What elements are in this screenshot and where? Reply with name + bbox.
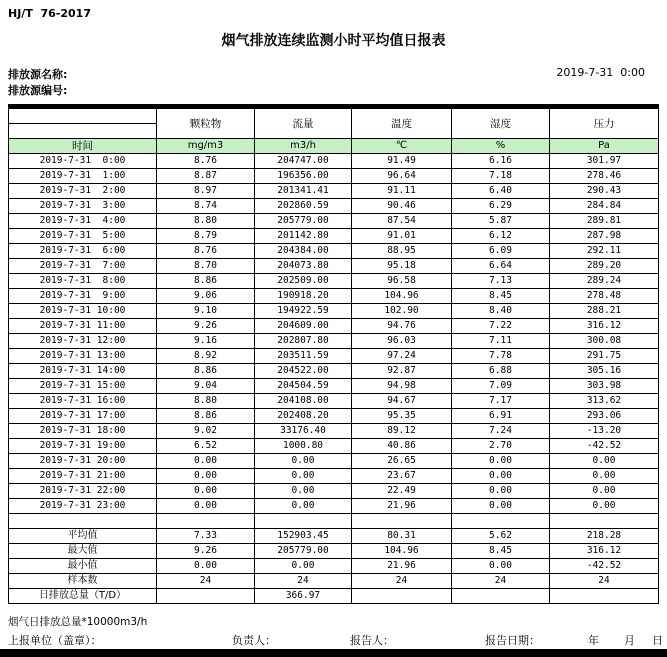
value-cell: 8.86 bbox=[157, 274, 255, 289]
value-cell: 6.52 bbox=[157, 439, 255, 454]
time-cell: 2019-7-31 11:00 bbox=[9, 319, 157, 334]
time-cell: 2019-7-31 22:00 bbox=[9, 484, 157, 499]
summary-value-cell: 24 bbox=[255, 574, 352, 589]
value-cell: 204108.00 bbox=[255, 394, 352, 409]
value-cell: 8.80 bbox=[157, 214, 255, 229]
value-cell: 0.00 bbox=[255, 484, 352, 499]
summary-value-cell: 218.28 bbox=[550, 529, 659, 544]
summary-row bbox=[9, 559, 659, 574]
time-header: 时间 bbox=[9, 139, 157, 154]
summary-value-cell: 24 bbox=[352, 574, 452, 589]
table-row bbox=[9, 349, 659, 364]
value-cell: 290.43 bbox=[550, 184, 659, 199]
value-cell: 97.24 bbox=[352, 349, 452, 364]
value-cell: 7.18 bbox=[452, 169, 550, 184]
value-cell: 8.92 bbox=[157, 349, 255, 364]
time-cell: 2019-7-31 18:00 bbox=[9, 424, 157, 439]
value-cell: 23.67 bbox=[352, 469, 452, 484]
value-cell: 204522.00 bbox=[255, 364, 352, 379]
unit-pressure: Pa bbox=[550, 139, 659, 154]
value-cell: 95.18 bbox=[352, 259, 452, 274]
value-cell: 316.12 bbox=[550, 319, 659, 334]
value-cell: 291.75 bbox=[550, 349, 659, 364]
table-row bbox=[9, 334, 659, 349]
summary-value-cell: 0.00 bbox=[157, 559, 255, 574]
time-cell: 2019-7-31 21:00 bbox=[9, 469, 157, 484]
summary-row bbox=[9, 544, 659, 559]
summary-value-cell: 8.45 bbox=[452, 544, 550, 559]
table-row bbox=[9, 244, 659, 259]
time-cell: 2019-7-31 17:00 bbox=[9, 409, 157, 424]
time-cell: 2019-7-31 16:00 bbox=[9, 394, 157, 409]
value-cell: 289.24 bbox=[550, 274, 659, 289]
summary-value-cell: 24 bbox=[452, 574, 550, 589]
responsible-person-label: 负责人： bbox=[232, 634, 276, 647]
value-cell: 0.00 bbox=[550, 454, 659, 469]
summary-value-cell: 7.33 bbox=[157, 529, 255, 544]
value-cell: 33176.40 bbox=[255, 424, 352, 439]
empty-cell bbox=[352, 514, 452, 529]
column-header-temperature: 温度 bbox=[352, 107, 452, 139]
value-cell: 0.00 bbox=[255, 499, 352, 514]
table-row bbox=[9, 364, 659, 379]
value-cell: 204747.00 bbox=[255, 154, 352, 169]
value-cell: 91.49 bbox=[352, 154, 452, 169]
value-cell: 293.06 bbox=[550, 409, 659, 424]
value-cell: 88.95 bbox=[352, 244, 452, 259]
table-row bbox=[9, 394, 659, 409]
value-cell: 9.10 bbox=[157, 304, 255, 319]
time-cell: 2019-7-31 4:00 bbox=[9, 214, 157, 229]
value-cell: 9.16 bbox=[157, 334, 255, 349]
summary-value-cell: 205779.00 bbox=[255, 544, 352, 559]
value-cell: 92.87 bbox=[352, 364, 452, 379]
report-unit-label: 上报单位（盖章）： bbox=[8, 634, 102, 647]
value-cell: 87.54 bbox=[352, 214, 452, 229]
value-cell: 292.11 bbox=[550, 244, 659, 259]
time-cell: 2019-7-31 19:00 bbox=[9, 439, 157, 454]
value-cell: 7.22 bbox=[452, 319, 550, 334]
value-cell: 201142.80 bbox=[255, 229, 352, 244]
empty-cell bbox=[9, 514, 157, 529]
value-cell: 8.87 bbox=[157, 169, 255, 184]
value-cell: 8.86 bbox=[157, 409, 255, 424]
table-body bbox=[9, 154, 659, 604]
value-cell: 0.00 bbox=[550, 499, 659, 514]
month-label: 月 bbox=[624, 634, 635, 647]
table-row bbox=[9, 259, 659, 274]
time-cell: 2019-7-31 10:00 bbox=[9, 304, 157, 319]
table-row bbox=[9, 289, 659, 304]
summary-row bbox=[9, 529, 659, 544]
summary-value-cell: 24 bbox=[157, 574, 255, 589]
value-cell: 0.00 bbox=[157, 499, 255, 514]
value-cell: 96.03 bbox=[352, 334, 452, 349]
value-cell: 7.09 bbox=[452, 379, 550, 394]
value-cell: 8.40 bbox=[452, 304, 550, 319]
value-cell: 0.00 bbox=[255, 454, 352, 469]
value-cell: -13.20 bbox=[550, 424, 659, 439]
table-row bbox=[9, 454, 659, 469]
value-cell: 289.81 bbox=[550, 214, 659, 229]
time-cell: 2019-7-31 9:00 bbox=[9, 289, 157, 304]
summary-label: 样本数 bbox=[9, 574, 157, 589]
time-cell: 2019-7-31 5:00 bbox=[9, 229, 157, 244]
value-cell: 6.16 bbox=[452, 154, 550, 169]
value-cell: 2.70 bbox=[452, 439, 550, 454]
table-row bbox=[9, 439, 659, 454]
table-row bbox=[9, 169, 659, 184]
page-title: 烟气排放连续监测小时平均值日报表 bbox=[221, 33, 446, 49]
unit-row bbox=[9, 139, 659, 154]
value-cell: 89.12 bbox=[352, 424, 452, 439]
summary-value-cell: 80.31 bbox=[352, 529, 452, 544]
table-row bbox=[9, 409, 659, 424]
value-cell: 94.76 bbox=[352, 319, 452, 334]
summary-value-cell bbox=[157, 589, 255, 604]
value-cell: 104.96 bbox=[352, 289, 452, 304]
value-cell: 300.08 bbox=[550, 334, 659, 349]
value-cell: 202408.20 bbox=[255, 409, 352, 424]
time-cell: 2019-7-31 6:00 bbox=[9, 244, 157, 259]
value-cell: 22.49 bbox=[352, 484, 452, 499]
value-cell: 196356.00 bbox=[255, 169, 352, 184]
unit-flow: m3/h bbox=[255, 139, 352, 154]
time-cell: 2019-7-31 8:00 bbox=[9, 274, 157, 289]
unit-temperature: ℃ bbox=[352, 139, 452, 154]
column-header-flow: 流量 bbox=[255, 107, 352, 139]
value-cell: 94.67 bbox=[352, 394, 452, 409]
table-row bbox=[9, 304, 659, 319]
value-cell: 190918.20 bbox=[255, 289, 352, 304]
table-row bbox=[9, 499, 659, 514]
value-cell: 8.79 bbox=[157, 229, 255, 244]
empty-cell bbox=[157, 514, 255, 529]
value-cell: 6.09 bbox=[452, 244, 550, 259]
value-cell: 288.21 bbox=[550, 304, 659, 319]
monitoring-table bbox=[8, 104, 659, 604]
unit-particulate: mg/m3 bbox=[157, 139, 255, 154]
value-cell: 9.02 bbox=[157, 424, 255, 439]
time-cell: 2019-7-31 12:00 bbox=[9, 334, 157, 349]
time-cell: 2019-7-31 13:00 bbox=[9, 349, 157, 364]
empty-cell bbox=[550, 514, 659, 529]
time-cell: 2019-7-31 1:00 bbox=[9, 169, 157, 184]
value-cell: 0.00 bbox=[157, 454, 255, 469]
value-cell: 305.16 bbox=[550, 364, 659, 379]
spacer-row bbox=[9, 514, 659, 529]
value-cell: 0.00 bbox=[452, 484, 550, 499]
summary-label: 日排放总量（T/D） bbox=[9, 589, 157, 604]
value-cell: 7.78 bbox=[452, 349, 550, 364]
value-cell: 96.64 bbox=[352, 169, 452, 184]
column-header-particulate: 颗粒物 bbox=[157, 107, 255, 139]
value-cell: 194922.59 bbox=[255, 304, 352, 319]
source-code-label: 排放源编号: bbox=[8, 84, 68, 97]
value-cell: 6.91 bbox=[452, 409, 550, 424]
table-row bbox=[9, 469, 659, 484]
value-cell: 202509.00 bbox=[255, 274, 352, 289]
summary-value-cell bbox=[550, 589, 659, 604]
value-cell: 313.62 bbox=[550, 394, 659, 409]
report-datetime: 2019-7-31 0:00 bbox=[556, 66, 645, 79]
time-cell: 2019-7-31 2:00 bbox=[9, 184, 157, 199]
value-cell: 9.26 bbox=[157, 319, 255, 334]
summary-label: 最大值 bbox=[9, 544, 157, 559]
value-cell: 204504.59 bbox=[255, 379, 352, 394]
value-cell: 0.00 bbox=[157, 484, 255, 499]
daily-total-note: 烟气日排放总量*10000m3/h bbox=[8, 616, 148, 628]
blank-cell-top bbox=[9, 109, 156, 124]
value-cell: 91.01 bbox=[352, 229, 452, 244]
time-cell: 2019-7-31 14:00 bbox=[9, 364, 157, 379]
time-cell: 2019-7-31 0:00 bbox=[9, 154, 157, 169]
summary-value-cell: 24 bbox=[550, 574, 659, 589]
unit-humidity: % bbox=[452, 139, 550, 154]
summary-value-cell: 5.62 bbox=[452, 529, 550, 544]
summary-value-cell: 366.97 bbox=[255, 589, 352, 604]
summary-value-cell: 9.26 bbox=[157, 544, 255, 559]
value-cell: 102.90 bbox=[352, 304, 452, 319]
value-cell: 26.65 bbox=[352, 454, 452, 469]
bottom-bar bbox=[0, 649, 667, 657]
value-cell: 204073.80 bbox=[255, 259, 352, 274]
value-cell: 7.24 bbox=[452, 424, 550, 439]
table-row bbox=[9, 379, 659, 394]
table-row bbox=[9, 229, 659, 244]
table-row bbox=[9, 154, 659, 169]
value-cell: 6.88 bbox=[452, 364, 550, 379]
value-cell: 6.12 bbox=[452, 229, 550, 244]
value-cell: 284.84 bbox=[550, 199, 659, 214]
value-cell: 0.00 bbox=[550, 469, 659, 484]
value-cell: 40.86 bbox=[352, 439, 452, 454]
value-cell: 289.20 bbox=[550, 259, 659, 274]
blank-cell-bottom bbox=[9, 124, 156, 138]
value-cell: 202807.80 bbox=[255, 334, 352, 349]
value-cell: -42.52 bbox=[550, 439, 659, 454]
summary-value-cell bbox=[352, 589, 452, 604]
value-cell: 94.98 bbox=[352, 379, 452, 394]
value-cell: 9.04 bbox=[157, 379, 255, 394]
summary-value-cell: 0.00 bbox=[452, 559, 550, 574]
value-cell: 9.06 bbox=[157, 289, 255, 304]
summary-value-cell: 316.12 bbox=[550, 544, 659, 559]
time-cell: 2019-7-31 3:00 bbox=[9, 199, 157, 214]
value-cell: 8.70 bbox=[157, 259, 255, 274]
value-cell: 8.86 bbox=[157, 364, 255, 379]
table-row bbox=[9, 274, 659, 289]
summary-row bbox=[9, 589, 659, 604]
table-row bbox=[9, 214, 659, 229]
value-cell: 204609.00 bbox=[255, 319, 352, 334]
table-row bbox=[9, 319, 659, 334]
summary-value-cell: -42.52 bbox=[550, 559, 659, 574]
day-label: 日 bbox=[652, 634, 663, 647]
time-column-blank-header bbox=[9, 107, 157, 139]
table-row bbox=[9, 424, 659, 439]
value-cell: 1000.80 bbox=[255, 439, 352, 454]
summary-value-cell: 21.96 bbox=[352, 559, 452, 574]
value-cell: 278.48 bbox=[550, 289, 659, 304]
summary-label: 最小值 bbox=[9, 559, 157, 574]
time-cell: 2019-7-31 23:00 bbox=[9, 499, 157, 514]
standard-number: HJ/T 76-2017 bbox=[8, 7, 91, 20]
time-cell: 2019-7-31 7:00 bbox=[9, 259, 157, 274]
value-cell: 301.97 bbox=[550, 154, 659, 169]
value-cell: 8.76 bbox=[157, 154, 255, 169]
column-header-pressure: 压力 bbox=[550, 107, 659, 139]
value-cell: 203511.59 bbox=[255, 349, 352, 364]
table-row bbox=[9, 484, 659, 499]
value-cell: 278.46 bbox=[550, 169, 659, 184]
value-cell: 202860.59 bbox=[255, 199, 352, 214]
summary-value-cell bbox=[452, 589, 550, 604]
value-cell: 205779.00 bbox=[255, 214, 352, 229]
value-cell: 7.13 bbox=[452, 274, 550, 289]
time-cell: 2019-7-31 20:00 bbox=[9, 454, 157, 469]
value-cell: 8.45 bbox=[452, 289, 550, 304]
value-cell: 0.00 bbox=[157, 469, 255, 484]
summary-value-cell: 152903.45 bbox=[255, 529, 352, 544]
value-cell: 8.97 bbox=[157, 184, 255, 199]
table-row bbox=[9, 199, 659, 214]
value-cell: 0.00 bbox=[452, 469, 550, 484]
value-cell: 7.17 bbox=[452, 394, 550, 409]
value-cell: 91.11 bbox=[352, 184, 452, 199]
summary-value-cell: 0.00 bbox=[255, 559, 352, 574]
source-name-label: 排放源名称: bbox=[8, 68, 68, 81]
value-cell: 6.29 bbox=[452, 199, 550, 214]
value-cell: 5.87 bbox=[452, 214, 550, 229]
value-cell: 21.96 bbox=[352, 499, 452, 514]
report-date-label: 报告日期： bbox=[485, 634, 540, 647]
summary-row bbox=[9, 574, 659, 589]
value-cell: 90.46 bbox=[352, 199, 452, 214]
summary-label: 平均值 bbox=[9, 529, 157, 544]
value-cell: 7.11 bbox=[452, 334, 550, 349]
value-cell: 201341.41 bbox=[255, 184, 352, 199]
value-cell: 204384.00 bbox=[255, 244, 352, 259]
year-label: 年 bbox=[588, 634, 599, 647]
value-cell: 96.58 bbox=[352, 274, 452, 289]
value-cell: 287.98 bbox=[550, 229, 659, 244]
column-name-row bbox=[9, 107, 659, 139]
time-cell: 2019-7-31 15:00 bbox=[9, 379, 157, 394]
value-cell: 0.00 bbox=[550, 484, 659, 499]
value-cell: 303.98 bbox=[550, 379, 659, 394]
value-cell: 6.40 bbox=[452, 184, 550, 199]
value-cell: 0.00 bbox=[452, 499, 550, 514]
table-row bbox=[9, 184, 659, 199]
value-cell: 95.35 bbox=[352, 409, 452, 424]
summary-value-cell: 104.96 bbox=[352, 544, 452, 559]
value-cell: 8.74 bbox=[157, 199, 255, 214]
value-cell: 0.00 bbox=[452, 454, 550, 469]
empty-cell bbox=[255, 514, 352, 529]
value-cell: 6.64 bbox=[452, 259, 550, 274]
reporter-label: 报告人： bbox=[350, 634, 394, 647]
column-header-humidity: 湿度 bbox=[452, 107, 550, 139]
empty-cell bbox=[452, 514, 550, 529]
value-cell: 8.80 bbox=[157, 394, 255, 409]
value-cell: 8.76 bbox=[157, 244, 255, 259]
value-cell: 0.00 bbox=[255, 469, 352, 484]
